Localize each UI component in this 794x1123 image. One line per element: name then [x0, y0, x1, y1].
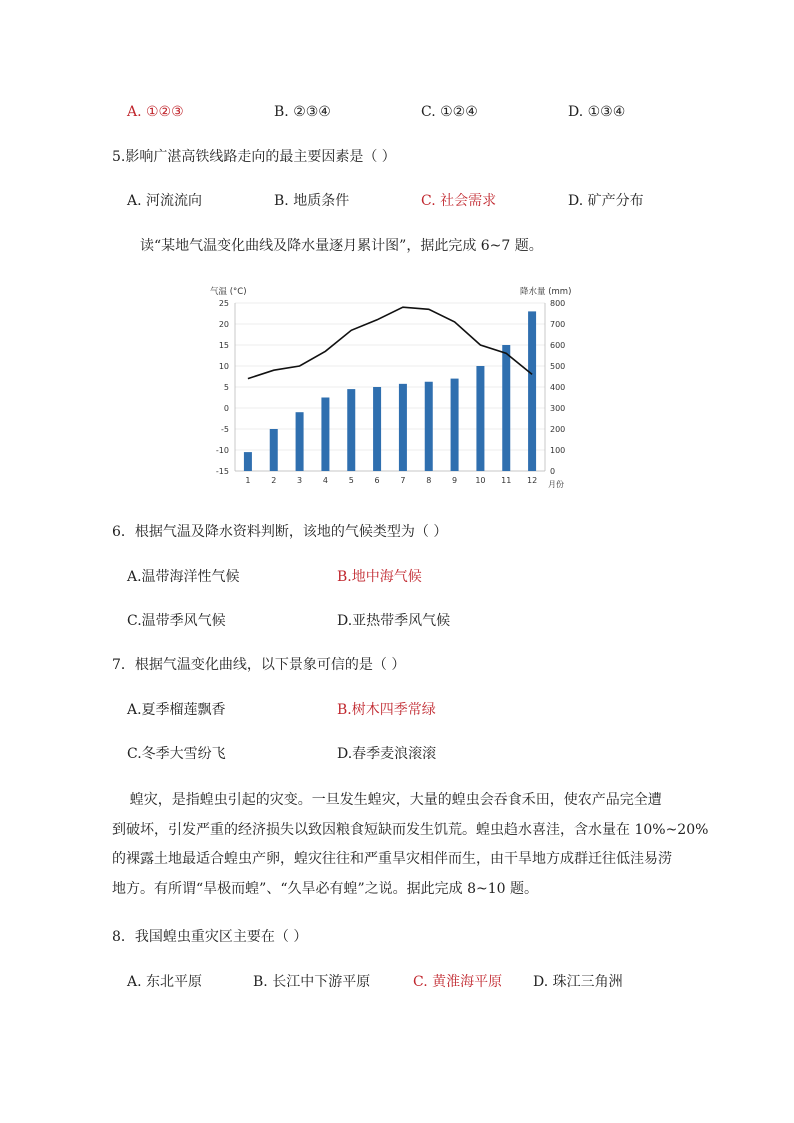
q7-stem: 7．根据气温变化曲线，以下景象可信的是（ ） [112, 657, 406, 673]
precipitation-tick: 100 [550, 446, 566, 455]
precipitation-tick: 600 [550, 341, 566, 350]
precipitation-tick: 800 [550, 299, 566, 308]
precipitation-tick: 500 [550, 362, 566, 371]
temperature-tick: 0 [223, 404, 229, 413]
q6-stem: 6．根据气温及降水资料判断，该地的气候类型为（ ） [112, 524, 448, 540]
q7-option-a: A.夏季榴莲飘香 [127, 702, 226, 718]
precipitation-bar [373, 387, 381, 471]
precipitation-tick: 200 [550, 425, 566, 434]
q7-option-c: C.冬季大雪纷飞 [127, 746, 226, 762]
passage-line-4: 地方。有所谓“旱极而蝗”、“久旱必有蝗”之说。据此完成 8~10 题。 [112, 880, 538, 897]
precipitation-bar [476, 366, 484, 471]
q5-option-b: B. 地质条件 [274, 193, 350, 209]
q5-option-a: A. 河流流向 [127, 193, 203, 209]
locust-passage [112, 786, 709, 904]
precipitation-axis-label: 降水量 (mm) [520, 287, 572, 297]
precipitation-bar [321, 398, 329, 472]
precipitation-tick: 700 [550, 320, 566, 329]
q8-option-b: B. 长江中下游平原 [253, 974, 371, 990]
q7-option-b: B.树木四季常绿 [337, 702, 436, 718]
q5-stem: 5.影响广湛高铁线路走向的最主要因素是（ ） [112, 149, 396, 165]
month-axis [245, 476, 537, 485]
passage-line-2: 到破坏，引发严重的经济损失以致因粮食短缺而发生饥荒。蝗虫趋水喜洼，含水量在 10%~20% [112, 821, 709, 838]
climate-chart [205, 283, 585, 493]
q4-option-c: C. ①②④ [421, 104, 478, 120]
q4-option-d: D. ①③④ [568, 104, 626, 120]
precipitation-bars [244, 311, 536, 471]
temperature-axis [216, 299, 229, 476]
q8-option-c: C. 黄淮海平原 [413, 974, 503, 990]
precipitation-bar [425, 382, 433, 471]
temperature-tick: 25 [218, 299, 229, 308]
chart-grid [235, 303, 545, 471]
precipitation-bar [451, 379, 459, 471]
q6-option-a: A.温带海洋性气候 [127, 569, 240, 585]
temperature-tick: 5 [223, 383, 229, 392]
month-tick: 12 [526, 476, 538, 485]
q8-option-a: A. 东北平原 [127, 974, 203, 990]
month-tick: 10 [475, 476, 486, 485]
q5-option-d: D. 矿产分布 [568, 193, 644, 209]
month-tick: 9 [452, 476, 458, 485]
month-tick: 8 [426, 476, 432, 485]
month-unit-label: 月份 [548, 480, 564, 489]
precipitation-bar [502, 345, 510, 471]
month-tick: 11 [501, 476, 512, 485]
passage-line-1: 蝗灾，是指蝗虫引起的灾变。一旦发生蝗灾，大量的蝗虫会吞食禾田，使农产品完全遭 [112, 792, 662, 808]
temperature-tick: -5 [221, 425, 229, 434]
temperature-tick: 20 [218, 320, 229, 329]
q8-stem: 8．我国蝗虫重灾区主要在（ ） [112, 929, 308, 945]
passage-line-3: 的裸露土地最适合蝗虫产卵，蝗灾往往和严重旱灾相伴而生，由干旱地方成群迁往低洼易涝 [112, 851, 672, 867]
precipitation-tick: 300 [550, 404, 566, 413]
precipitation-axis [550, 299, 565, 476]
precipitation-bar [399, 384, 407, 471]
q6-option-b: B.地中海气候 [337, 569, 422, 585]
month-tick: 1 [245, 476, 251, 485]
q4-option-a: A. ①②③ [127, 104, 184, 120]
month-tick: 3 [297, 476, 303, 485]
month-tick: 2 [271, 476, 277, 485]
month-tick: 7 [400, 476, 406, 485]
precipitation-tick: 0 [550, 467, 556, 476]
q6-option-d: D.亚热带季风气候 [337, 613, 451, 629]
temperature-tick: 15 [218, 341, 229, 350]
precipitation-bar [528, 311, 536, 471]
chart-intro: 读“某地气温变化曲线及降水量逐月累计图”，据此完成 6~7 题。 [140, 238, 543, 254]
month-tick: 4 [322, 476, 328, 485]
precipitation-bar [347, 389, 355, 471]
q6-option-c: C.温带季风气候 [127, 613, 226, 629]
month-tick: 5 [348, 476, 354, 485]
precipitation-tick: 400 [550, 383, 566, 392]
temperature-tick: -15 [215, 467, 229, 476]
month-tick: 6 [374, 476, 380, 485]
q5-option-c: C. 社会需求 [421, 193, 497, 209]
precipitation-bar [244, 452, 252, 471]
q7-option-d: D.春季麦浪滚滚 [337, 746, 437, 762]
temperature-line [248, 307, 532, 378]
q8-option-d: D. 珠江三角洲 [533, 974, 623, 990]
temperature-tick: -10 [215, 446, 229, 455]
temperature-tick: 10 [218, 362, 229, 371]
precipitation-bar [296, 412, 304, 471]
q4-option-b: B. ②③④ [274, 104, 331, 120]
temperature-axis-label: 气温 (°C) [210, 287, 247, 297]
precipitation-bar [270, 429, 278, 471]
